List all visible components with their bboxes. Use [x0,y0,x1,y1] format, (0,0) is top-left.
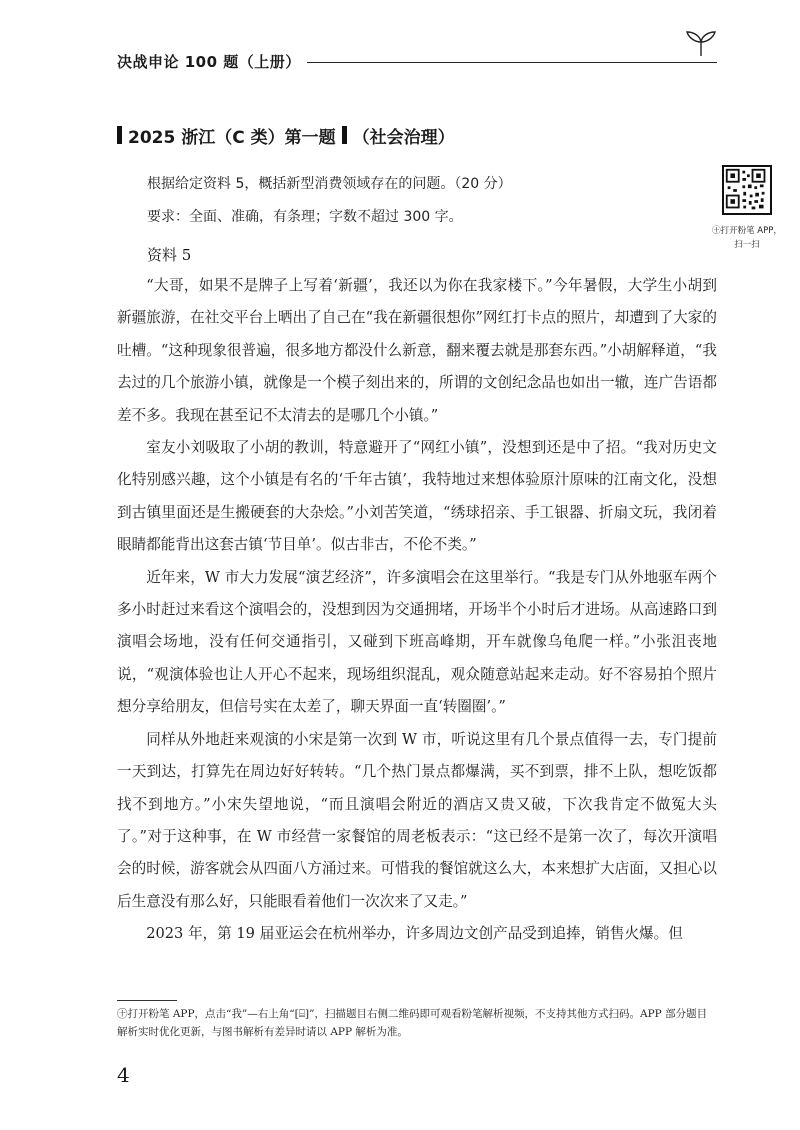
material-paragraph: 同样从外地赶来观演的小宋是第一次到 W 市，听说这里有几个景点值得一去，专门提前一天到达，打算先在周边好好转转。“几个热门景点都爆满，买不到票，排不上队，想吃饭都找不到地方。”小宋失望地说，“而且演唱会附近的酒店又贵又破，下次我肯定不做冤大头了。”对于这种事，在 W 市经营一家餐馆的周老板表示：“这已经不是第一次了，每次开演唱会的时候，游客就会从四面八方涌过来。可惜我的餐馆就这么大，本来想扩大店面，又担心以后生意没有那么好，只能眼看着他们一次次来了又走。” [117,730,717,910]
qr-caption-line: 扫一扫 [734,240,760,250]
footnote: ㊉打开粉笔 APP，点击“我”—右上角“[⌸]”，扫描题目右侧二维码即可观看粉笔解析视频，不支持其他方式扫码。APP 部分题目解析实时优化更新，与图书解析有差异时请以 APP 解析为准。 [117,1008,708,1038]
header-rule [307,62,717,63]
material-paragraph: 近年来，W 市大力发展“演艺经济”，许多演唱会在这里举行。“我是专门从外地驱车两个多小时赶过来看这个演唱会的，没想到因为交通拥堵，开场半个小时后才进场。从高速路口到演唱会场地，没有任何交通指引，又碰到下班高峰期，开车就像乌龟爬一样。”小张沮丧地说，“观演体验也让人开心不起来，现场组织混乱，观众随意站起来走动。好不容易拍个照片想分享给朋友，但信号实在太差了，聊天界面一直‘转圈圈’。” [117,568,717,716]
qr-code-icon[interactable] [722,165,772,215]
material-paragraph: 室友小刘吸取了小胡的教训，特意避开了“网红小镇”，没想到还是中了招。“我对历史文化特别感兴趣，这个小镇是有名的‘千年古镇’，我特地过来想体验原汁原味的江南文化，没想到古镇里面还是生搬硬套的大杂烩。”小刘苦笑道，“绣球招亲、手工银器、折扇文玩，我闭着眼睛都能背出这套古镇‘节目单’。似古非古，不伦不类。” [117,439,717,554]
page-number: 4 [117,1063,130,1087]
question-prompt: 根据给定资料 5，概括新型消费领域存在的问题。（20 分） [147,176,512,192]
material-label: 资料 5 [147,246,192,264]
heading-marker [117,126,122,144]
section-category: （社会治理） [352,127,455,148]
material-paragraph: 2023 年，第 19 届亚运会在杭州举办，许多周边文创产品受到追捧，销售火爆。但 [146,925,683,943]
material-body [117,270,717,951]
heading-marker [342,126,347,144]
book-title: 决战申论 100 题（上册） [117,52,301,71]
running-header [117,50,717,72]
qr-caption-line: ㊉打开粉笔 APP， [712,226,782,236]
sprout-leaf-icon [684,30,718,58]
material-paragraph: “大哥，如果不是牌子上写着‘新疆’，我还以为你在我家楼下。”今年暑假，大学生小胡到新疆旅游，在社交平台上晒出了自己在“我在新疆很想你”网红打卡点的照片，却遭到了大家的吐槽。“这种现象很普遍，很多地方都没什么新意，翻来覆去就是那套东西。”小胡解释道，“我去过的几个旅游小镇，就像是一个模子刻出来的，所谓的文创纪念品也如出一辙，连广告语都差不多。我现在甚至记不太清去的是哪几个小镇。” [117,277,717,424]
question-requirements: 要求：全面、准确，有条理；字数不超过 300 字。 [147,209,463,225]
section-title: 2025 浙江（C 类）第一题 [128,127,336,148]
section-heading [117,123,455,147]
qr-caption [705,224,789,252]
footnote-rule [117,1000,177,1001]
question-block [147,168,707,234]
